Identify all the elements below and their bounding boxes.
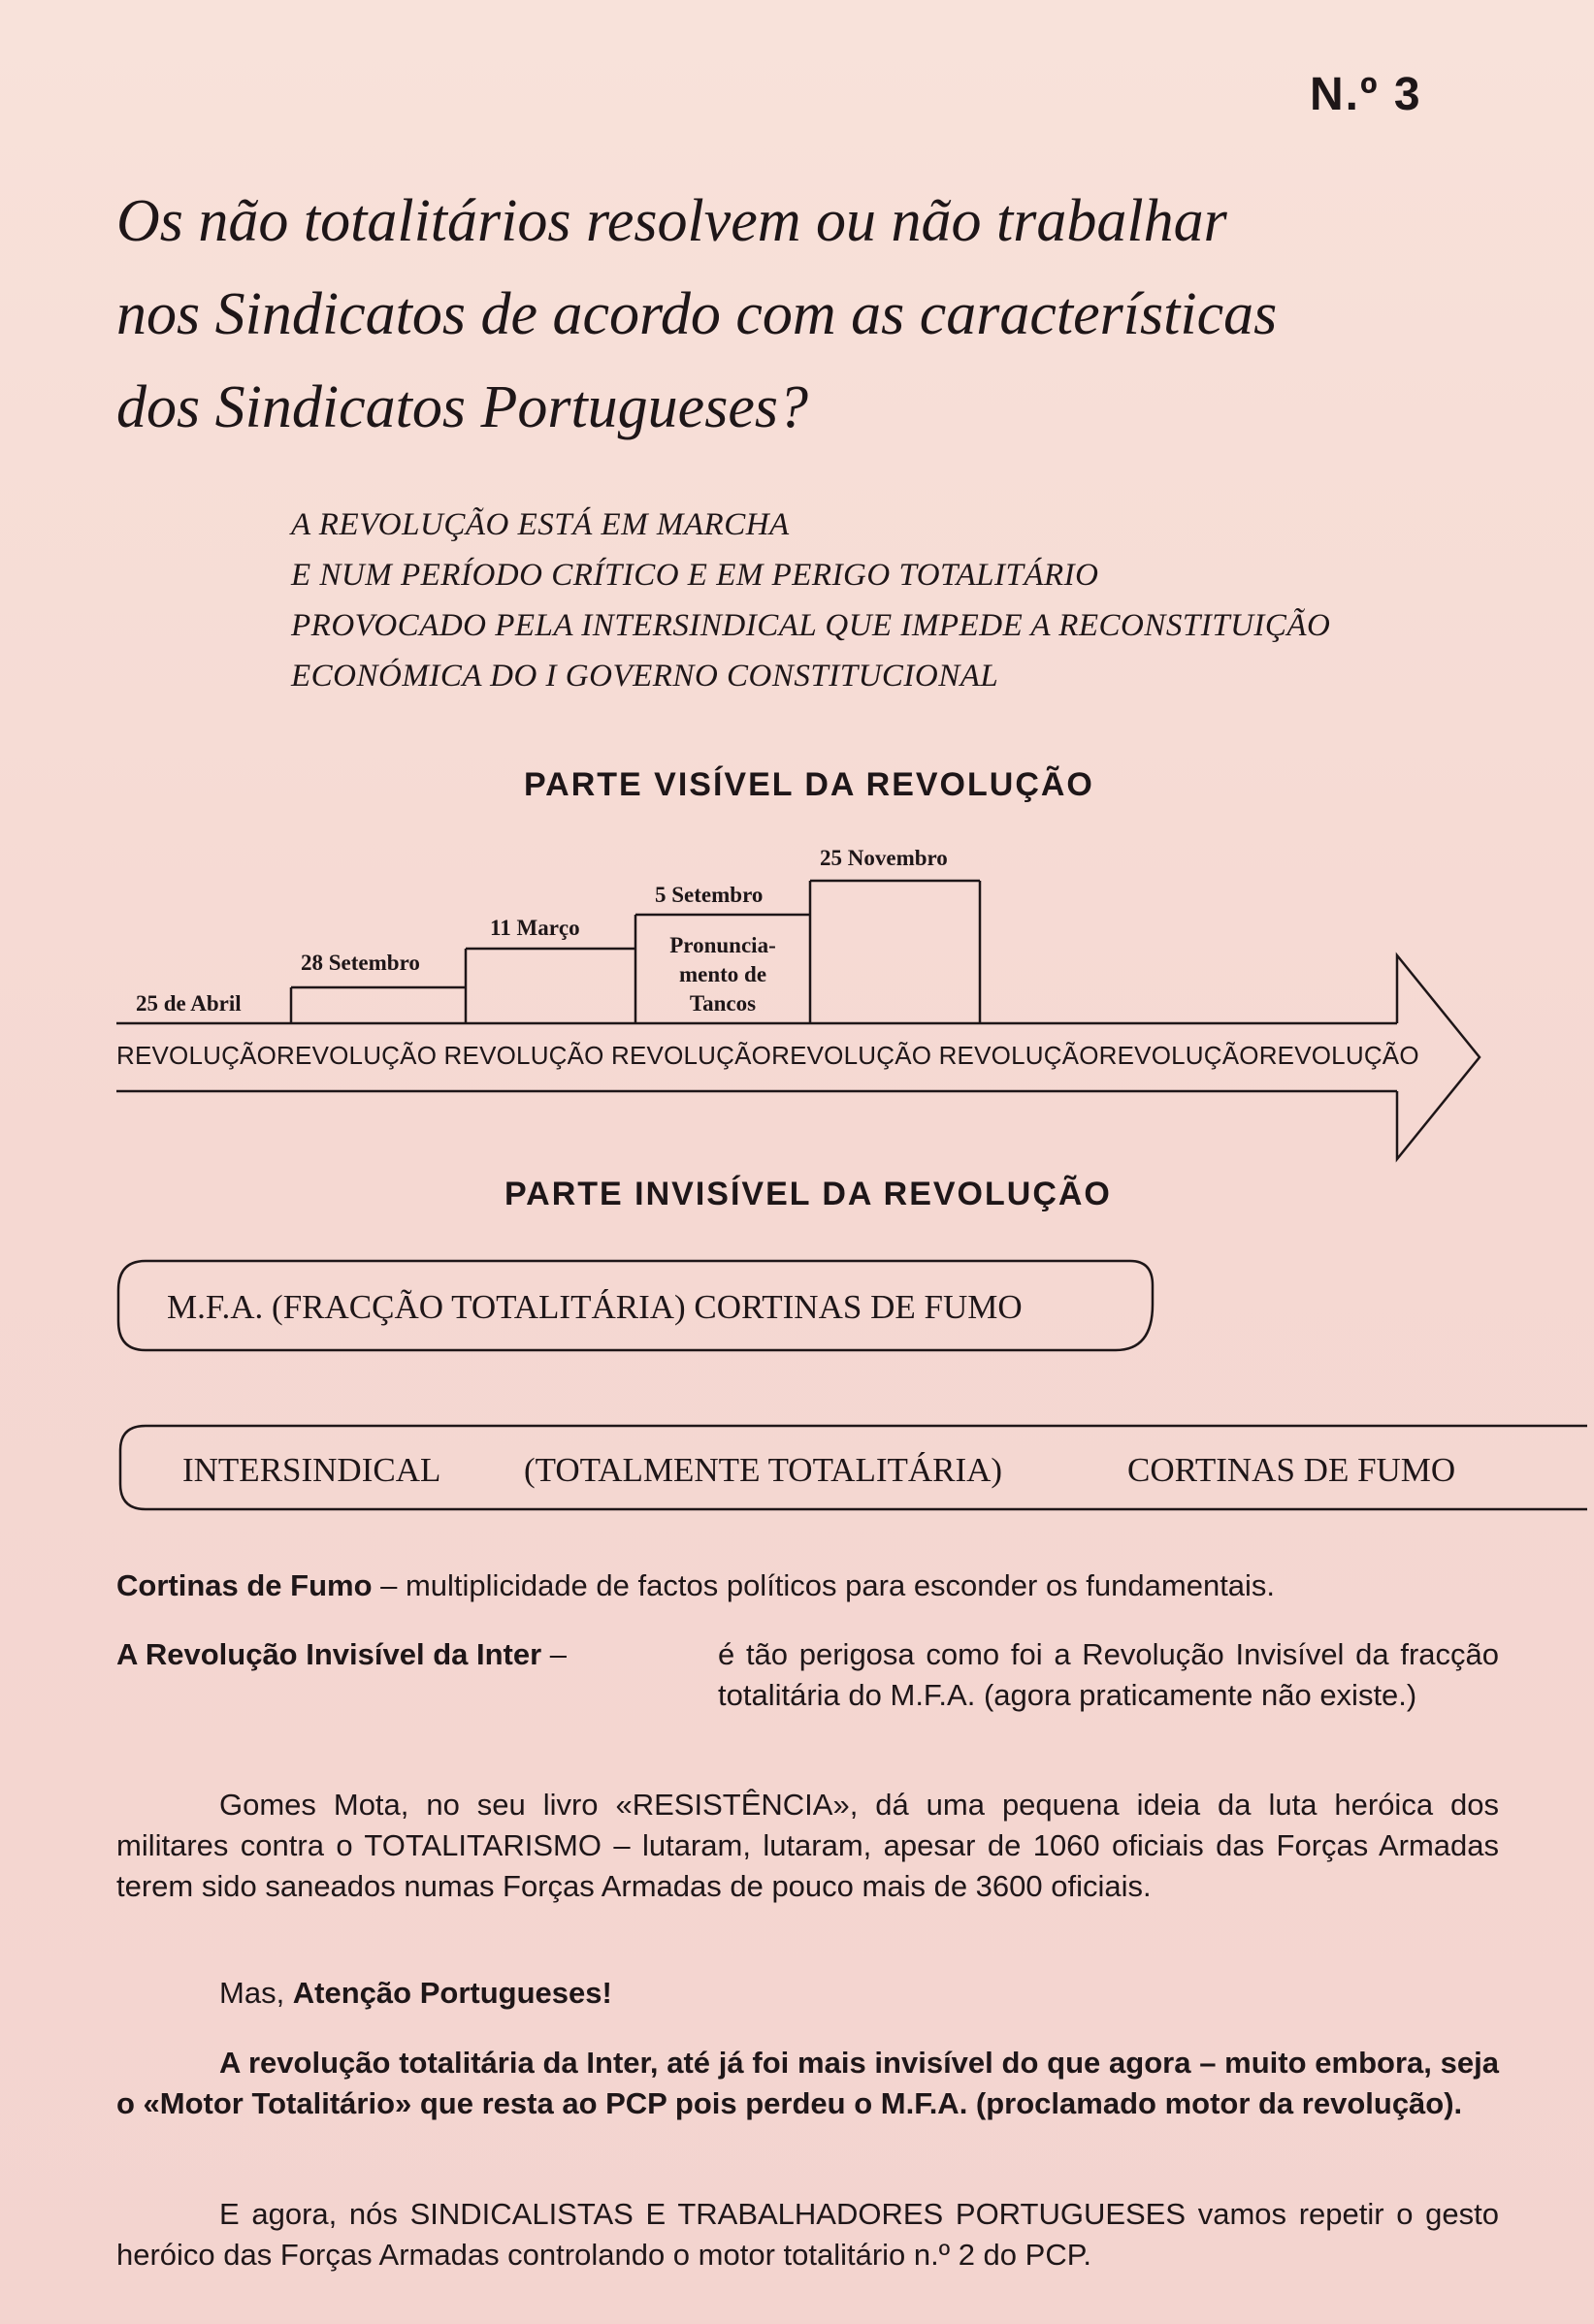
date-25-abril: 25 de Abril (136, 991, 242, 1016)
inter-smoke-text-3: CORTINAS DE FUMO (1127, 1451, 1456, 1489)
final-paragraph: E agora, nós SINDICALISTAS E TRABALHADORES PORTUGUESES vamos repetir o gesto heróico das Forças Armadas controlando o motor totalitário n.º 2 do PCP. (116, 2197, 1499, 2272)
inter-text: é tão perigosa como foi a Revolução Invisível da fracção totalitária do M.F.A. (agora praticamente não existe.) (718, 1637, 1499, 1712)
mas-text: Mas, (219, 1976, 293, 2010)
bold-paragraph: A revolução totalitária da Inter, até já foi mais invisível do que agora – muito embora, seja o «Motor Totalitário» que resta ao PCP pois perdeu o M.F.A. (proclamado motor da revolução). (116, 2046, 1499, 2120)
headline-line: Os não totalitários resolvem ou não trabalhar (116, 188, 1227, 254)
date-11-marco: 11 Março (490, 916, 580, 940)
issue-number: N.º 3 (1310, 69, 1422, 120)
mas-paragraph (116, 1973, 1499, 2014)
definition-paragraph (116, 1565, 1499, 1606)
inter-smoke-text-1: INTERSINDICAL (182, 1451, 441, 1489)
atencao-text: Atenção Portugueses! (292, 1976, 612, 2010)
intro-line: E NUM PERÍODO CRÍTICO E EM PERIGO TOTALITÁRIO (291, 558, 1099, 593)
inter-term: A Revolução Invisível da Inter (116, 1637, 542, 1671)
revolution-band-text: REVOLUÇÃOREVOLUÇÃO REVOLUÇÃO REVOLUÇÃOREVOLUÇÃO REVOLUÇÃOREVOLUÇÃOREVOLUÇÃO (116, 1041, 1419, 1070)
tancos-label (640, 931, 805, 1018)
definition-term: Cortinas de Fumo (116, 1568, 373, 1602)
date-28-setembro: 28 Setembro (301, 951, 420, 975)
headline-line: nos Sindicatos de acordo com as características (116, 281, 1278, 347)
tancos-line: mento de (678, 962, 767, 986)
intro-line: ECONÓMICA DO I GOVERNO CONSTITUCIONAL (291, 659, 999, 694)
date-5-setembro: 5 Setembro (655, 883, 764, 907)
gomes-mota-paragraph: Gomes Mota, no seu livro «RESISTÊNCIA», dá uma pequena ideia da luta heróica dos militares contra o TOTALITARISMO – lutaram, lutaram, apesar de 1060 oficiais das Forças Armadas terem sido saneados numas Forças Armadas de pouco mais de 3600 oficiais. (116, 1788, 1499, 1903)
date-25-novembro: 25 Novembro (820, 846, 948, 870)
inter-smoke-text-2: (TOTALMENTE TOTALITÁRIA) (524, 1451, 1003, 1489)
visible-revolution-title: PARTE VISÍVEL DA REVOLUÇÃO (524, 766, 1094, 803)
tancos-line: Tancos (689, 991, 757, 1016)
tancos-line: Pronuncia- (669, 933, 776, 957)
definition-text: – multiplicidade de factos políticos para esconder os fundamentais. (372, 1568, 1276, 1602)
inter-dash: – (541, 1637, 568, 1671)
intro-line: A REVOLUÇÃO ESTÁ EM MARCHA (291, 507, 790, 542)
invisible-revolution-title: PARTE INVISÍVEL DA REVOLUÇÃO (504, 1176, 1112, 1212)
inter-term-wrap (116, 1634, 723, 1675)
intro-line: PROVOCADO PELA INTERSINDICAL QUE IMPEDE A RECONSTITUIÇÃO (291, 608, 1331, 643)
headline-line: dos Sindicatos Portugueses? (116, 374, 808, 440)
mfa-smoke-text: M.F.A. (FRACÇÃO TOTALITÁRIA) CORTINAS DE FUMO (167, 1288, 1023, 1326)
